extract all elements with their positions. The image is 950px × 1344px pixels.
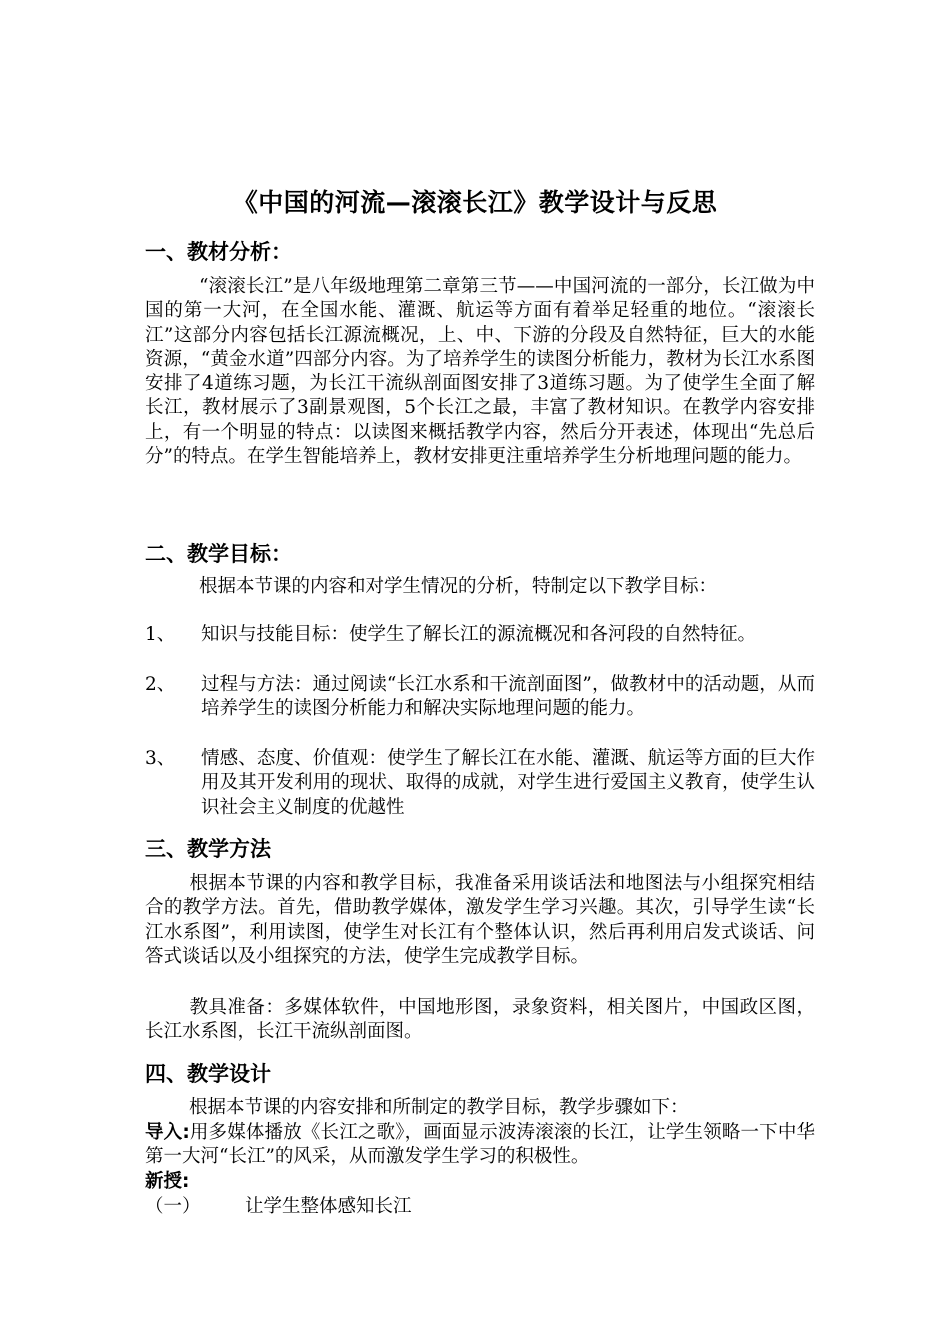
- section-heading-teaching-methods: 三、教学方法: [145, 837, 271, 861]
- sub-step-1: [145, 1195, 412, 1219]
- teaching-design-intro: 根据本节课的内容安排和所制定的教学目标，教学步骤如下：: [189, 1097, 689, 1118]
- goal-item-1: [145, 623, 815, 647]
- document-title: 《中国的河流—滚滚长江》教学设计与反思: [232, 188, 718, 217]
- teaching-goals-intro: 根据本节课的内容和对学生情况的分析，特制定以下教学目标：: [199, 576, 718, 597]
- section-heading-teaching-design: 四、教学设计: [145, 1062, 271, 1086]
- lead-in-paragraph: 导入:用多媒体播放《长江之歌》，画面显示波涛滚滚的长江，让学生领略一下中华第一大河“长江”的风采，从而激发学生学习的积极性。: [145, 1122, 815, 1168]
- section-heading-teaching-goals: 二、教学目标：: [145, 542, 292, 566]
- goal-item-number: 2、: [145, 674, 176, 695]
- goal-item-text: 过程与方法：通过阅读“长江水系和干流剖面图”，做教材中的活动题，从而培养学生的读图分析能力和解决实际地理问题的能力。: [201, 674, 815, 720]
- new-lesson-label: 新授:: [145, 1171, 190, 1192]
- goal-item-text: 情感、态度、价值观：使学生了解长江在水能、灌溉、航运等方面的巨大作用及其开发利用的现状、取得的成就，对学生进行爱国主义教育，使学生认识社会主义制度的优越性: [201, 748, 815, 818]
- teaching-methods-paragraph: 根据本节课的内容和教学目标，我准备采用谈话法和地图法与小组探究相结合的教学方法。首先，借助教学媒体，激发学生学习兴趣。其次，引导学生读“长江水系图”，利用读图，使学生对长江有个整体认识，然后再利用启发式谈话、问答式谈话以及小组探究的方法，使学生完成教学目标。: [145, 873, 815, 967]
- goal-item-3: [145, 747, 815, 820]
- goal-item-number: 3、: [145, 748, 176, 769]
- section-heading-textbook-analysis: 一、教材分析：: [145, 240, 292, 264]
- teaching-tools-paragraph: 教具准备：多媒体软件，中国地形图，录象资料，相关图片，中国政区图，长江水系图，长江干流纵剖面图。: [145, 997, 815, 1043]
- goal-item-2: [145, 673, 815, 722]
- sub-step-text: 让学生整体感知长江: [245, 1196, 412, 1217]
- goal-item-number: 1、: [145, 624, 176, 645]
- goal-item-text: 知识与技能目标：使学生了解长江的源流概况和各河段的自然特征。: [201, 624, 757, 645]
- textbook-analysis-paragraph: “滚滚长江”是八年级地理第二章第三节——中国河流的一部分，长江做为中国的第一大河，在全国水能、灌溉、航运等方面有着举足轻重的地位。“滚滚长江”这部分内容包括长江源流概况，上、中、下游的分段及自然特征，巨大的水能资源，“黄金水道”四部分内容。为了培养学生的读图分析能力，教材为长江水系图安排了4道练习题，为长江干流纵剖面图安排了3道练习题。为了使学生全面了解长江，教材展示了3副景观图，5个长江之最，丰富了教材知识。在教学内容安排上，有一个明显的特点：以读图来概括教学内容，然后分开表述，体现出“先总后分”的特点。在学生智能培养上，教材安排更注重培养学生分析地理问题的能力。: [145, 276, 815, 468]
- sub-step-number: （一）: [145, 1196, 201, 1217]
- lead-in-label: 导入:: [145, 1122, 190, 1143]
